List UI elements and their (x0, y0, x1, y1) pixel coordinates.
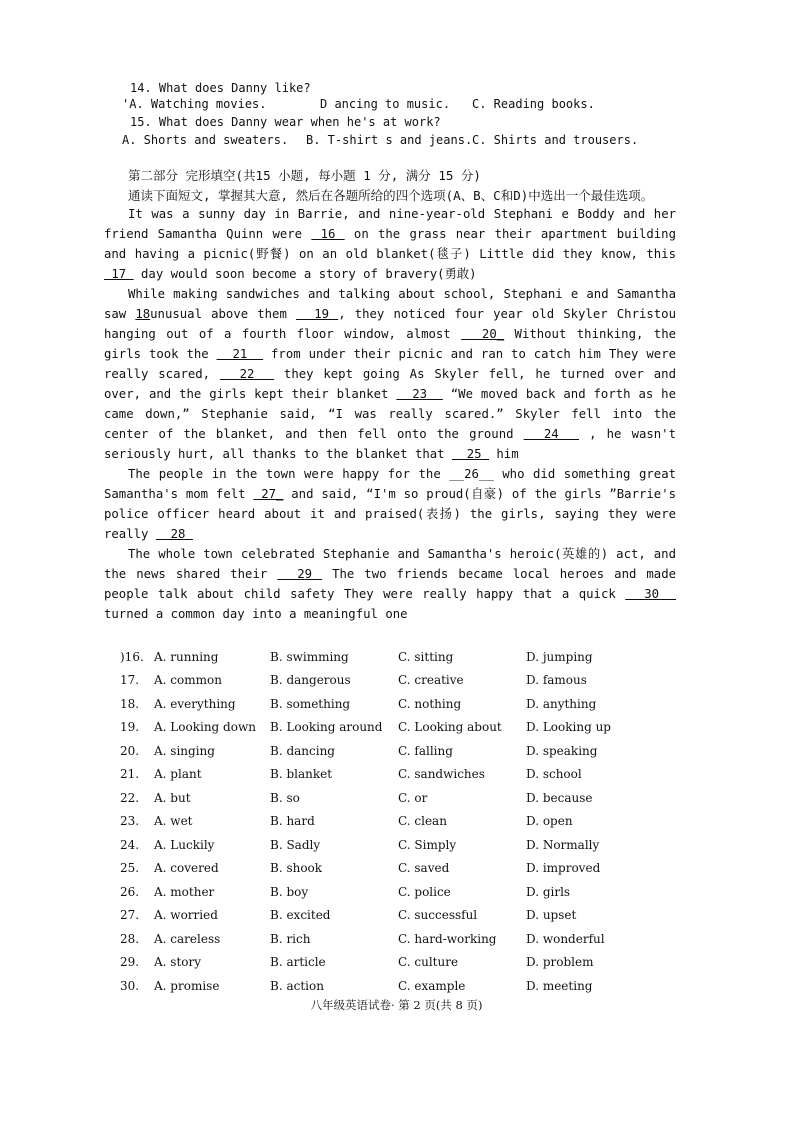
passage-text: and said, “I'm so proud(自豪) of the girls ”Barrie's police officer heard about it and praised(表扬) the girls, saying they were really (104, 487, 676, 541)
option-c: C. police (398, 884, 451, 899)
option-a: A. but (154, 790, 191, 805)
option-number: 21. (120, 767, 140, 782)
option-a: A. everything (154, 696, 236, 711)
option-number: 22. (120, 790, 140, 805)
option-number: 27. (120, 908, 140, 923)
option-c: C. sandwiches (398, 767, 485, 782)
option-c: C. hard-working (398, 931, 497, 946)
option-c: C. nothing (398, 696, 462, 711)
blank-24: 24 (523, 427, 579, 441)
option-row (120, 951, 640, 975)
passage-text: on the grass near their apartment building and having a picnic(野餐) on an old blanket(毯子) Little did they know, this (104, 227, 676, 261)
option-b: B. rich (270, 931, 311, 946)
option-b: B. something (270, 696, 351, 711)
passage-text: him (489, 447, 519, 461)
option-c: C. sitting (398, 649, 454, 664)
blank-23: 23 (396, 387, 443, 401)
option-row (120, 645, 640, 669)
option-number: 17. (120, 673, 140, 688)
option-row (120, 716, 640, 740)
option-d: D. Normally (526, 837, 600, 852)
option-a: A. plant (154, 767, 202, 782)
passage-text: The two friends became local heroes and made people talk about child safety They were really happy that a quick (104, 567, 676, 601)
option-number: 20. (120, 743, 140, 758)
blank-21: 21 (216, 347, 264, 361)
passage-text: It was a sunny day in Barrie, and nine-year-old Stephani e Boddy and her friend Samantha Quinn were (104, 207, 676, 241)
blank-22: 22 (219, 367, 275, 381)
option-b: B. article (270, 955, 326, 970)
option-d: D. open (526, 814, 573, 829)
option-row (120, 880, 640, 904)
option-d: D. meeting (526, 978, 593, 993)
question-14-option-c: C. Reading books. (472, 97, 595, 111)
question-15-stem: 15. What does Danny wear when he's at work? (130, 115, 441, 129)
option-number: 25. (120, 861, 140, 876)
option-d: D. jumping (526, 649, 593, 664)
question-14-option-a: 'A. Watching movies. (122, 97, 267, 111)
option-a: A. common (154, 673, 222, 688)
option-a: A. singing (154, 743, 215, 758)
option-c: C. or (398, 790, 428, 805)
option-row (120, 833, 640, 857)
option-c: C. successful (398, 908, 478, 923)
blank-30: 30 (625, 587, 676, 601)
option-c: C. Looking about (398, 720, 502, 735)
option-c: C. falling (398, 743, 453, 758)
passage-text: , they noticed four year old Skyler Christou hanging out of a fourth floor window, almost (104, 307, 676, 341)
option-c: C. saved (398, 861, 450, 876)
cloze-passage (104, 204, 676, 624)
passage-text: from under their picnic and ran to catch him They were really scared, (104, 347, 676, 381)
option-row (120, 810, 640, 834)
option-a: A. story (154, 955, 202, 970)
option-a: A. running (154, 649, 219, 664)
option-a: A. careless (154, 931, 221, 946)
blank-27: 27_ (253, 487, 284, 501)
passage-paragraph-3 (104, 464, 676, 544)
option-number: 26. (120, 884, 140, 899)
blank-28: 28 (155, 527, 193, 541)
option-a: A. covered (154, 861, 219, 876)
option-d: D. Looking up (526, 720, 611, 735)
question-14-stem: 14. What does Danny like? (130, 81, 311, 95)
blank-16: 16 (311, 227, 345, 241)
passage-text: Without thinking, the girls took the (104, 327, 677, 361)
option-number: 24. (120, 837, 140, 852)
option-b: B. excited (270, 908, 331, 923)
option-a: A. worried (154, 908, 218, 923)
option-b: B. dancing (270, 743, 335, 758)
option-number: 18. (120, 696, 140, 711)
passage-text: unusual above them (150, 307, 296, 321)
option-number: 30. (120, 978, 140, 993)
option-a: A. promise (154, 978, 220, 993)
question-15-option-a: A. Shorts and sweaters. (122, 133, 289, 147)
option-number: )16. (120, 649, 144, 664)
option-row (120, 927, 640, 951)
option-d: D. because (526, 790, 593, 805)
option-row (120, 692, 640, 716)
blank-18: 18 (135, 307, 151, 321)
option-row (120, 857, 640, 881)
option-row (120, 974, 640, 998)
question-15-option-b: B. T-shirt s and jeans. (306, 133, 473, 147)
passage-text: turned a common day into a meaningful one (104, 607, 408, 621)
option-a: A. wet (154, 814, 193, 829)
option-c: C. creative (398, 673, 464, 688)
option-d: D. anything (526, 696, 597, 711)
passage-paragraph-2 (104, 284, 676, 464)
passage-text: The people in the town were happy for the (128, 467, 450, 481)
option-d: D. famous (526, 673, 587, 688)
passage-text: they kept going As Skyler fell, he turned over and over, and the girls kept their blanket (104, 367, 676, 401)
option-number: 29. (120, 955, 140, 970)
option-b: B. Sadly (270, 837, 321, 852)
question-14-option-b: D ancing to music. (320, 97, 451, 111)
option-b: B. swimming (270, 649, 349, 664)
option-b: B. hard (270, 814, 315, 829)
passage-text: “We moved back and forth as he came down,” Stephanie said, “I was really scared.” Skyler fell into the center of the blanket, and then fell onto the ground (104, 387, 676, 441)
passage-paragraph-1 (104, 204, 676, 284)
answer-options-list (120, 645, 640, 998)
option-b: B. Looking around (270, 720, 383, 735)
blank-19: 19 (296, 307, 339, 321)
section-title: 第二部分 完形填空(共15 小题, 每小题 1 分, 满分 15 分) (128, 168, 481, 183)
option-row (120, 739, 640, 763)
passage-text: who did something great Samantha's mom felt (104, 467, 676, 501)
passage-text: , he wasn't seriously hurt, all thanks to the blanket that (104, 427, 676, 461)
option-c: C. culture (398, 955, 459, 970)
option-d: D. upset (526, 908, 577, 923)
option-number: 23. (120, 814, 140, 829)
option-number: 28. (120, 931, 140, 946)
option-c: C. clean (398, 814, 447, 829)
question-15-option-c: C. Shirts and trousers. (472, 133, 639, 147)
passage-paragraph-4 (104, 544, 676, 624)
option-number: 19. (120, 720, 140, 735)
blank-25: 25 (451, 447, 489, 461)
option-a: A. Luckily (154, 837, 215, 852)
option-d: D. school (526, 767, 582, 782)
option-d: D. problem (526, 955, 594, 970)
passage-text: While making sandwiches and talking about school, Stephani e and Samantha saw (104, 287, 676, 321)
option-b: B. so (270, 790, 300, 805)
option-d: D. wonderful (526, 931, 605, 946)
option-a: A. Looking down (154, 720, 256, 735)
blank-20: 20_ (461, 327, 505, 341)
passage-text: The whole town celebrated Stephanie and Samantha's heroic(英雄的) act, and the news shared their (104, 547, 676, 581)
option-d: D. girls (526, 884, 571, 899)
option-row (120, 786, 640, 810)
option-b: B. action (270, 978, 324, 993)
blank-29: 29 (277, 567, 323, 581)
blank-17: 17 (104, 267, 134, 281)
option-b: B. blanket (270, 767, 333, 782)
section-instruction: 通读下面短文, 掌握其大意, 然后在各题所给的四个选项(A、B、C和D)中选出一个最佳选项。 (128, 188, 654, 203)
option-row (120, 904, 640, 928)
option-a: A. mother (154, 884, 215, 899)
option-d: D. improved (526, 861, 601, 876)
option-c: C. Simply (398, 837, 457, 852)
passage-text: day would soon become a story of bravery(勇敢) (133, 267, 477, 281)
option-b: B. boy (270, 884, 309, 899)
option-b: B. shook (270, 861, 323, 876)
option-b: B. dangerous (270, 673, 351, 688)
blank-26: __26__ (449, 467, 494, 481)
page-footer: 八年级英语试卷· 第 2 页(共 8 页) (310, 998, 483, 1012)
option-c: C. example (398, 978, 466, 993)
option-row (120, 669, 640, 693)
option-d: D. speaking (526, 743, 598, 758)
option-row (120, 763, 640, 787)
